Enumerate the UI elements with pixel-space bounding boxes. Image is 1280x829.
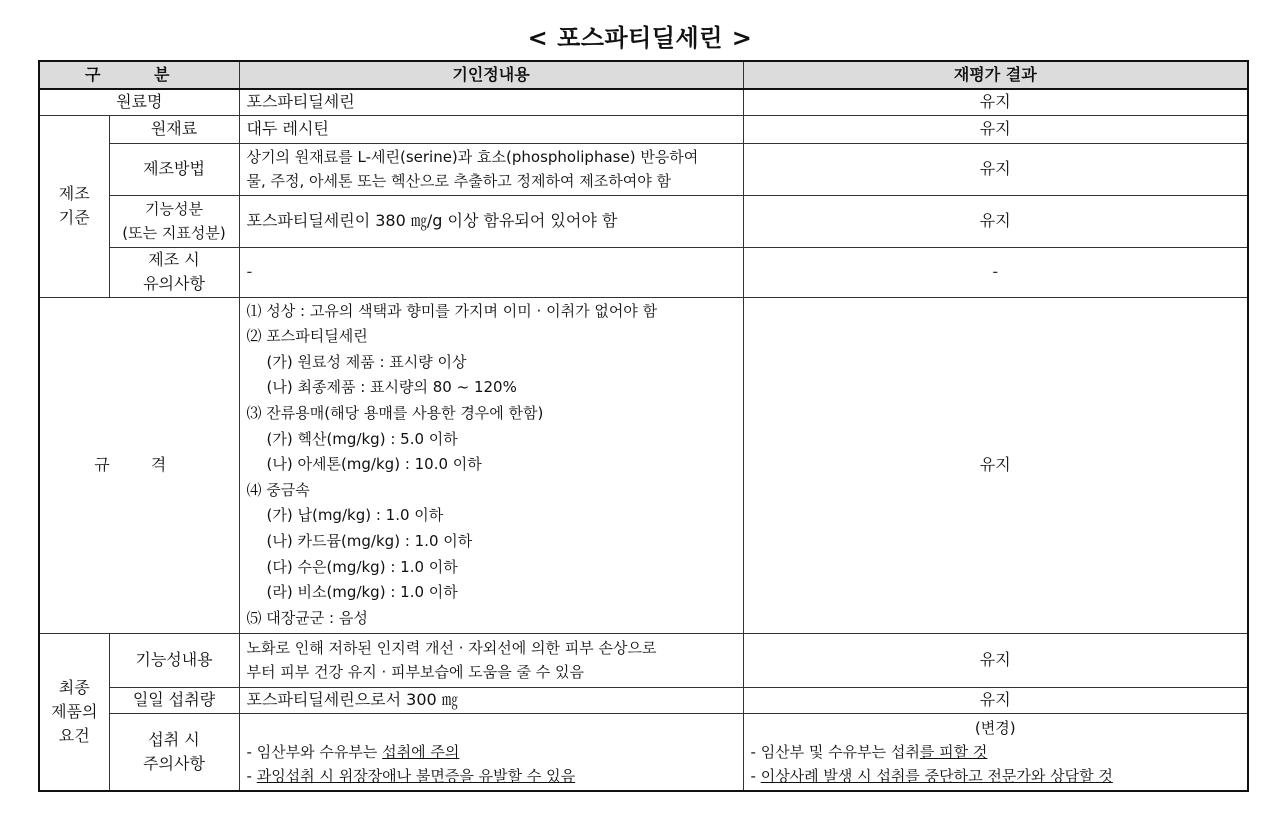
header-content: 기인정내용 (239, 61, 743, 89)
intake-caution-label-1: 섭취 시 (148, 729, 200, 749)
spec-result: 유지 (743, 297, 1248, 633)
table-row (39, 247, 1248, 297)
table-row (39, 143, 1248, 195)
table-row (39, 195, 1248, 247)
raw-name-content: 포스파티딜세린 (239, 89, 743, 115)
spec-line: ⑸ 대장균군 : 음성 (246, 608, 368, 627)
functional-label-2: (또는 지표성분) (122, 224, 226, 242)
method-content-line-1: 상기의 원재료를 L-세린(serine)과 효소(phospholiphase) 반응하여 (246, 148, 699, 166)
spec-line: (다) 수은(mg/kg) : 1.0 이하 (266, 557, 458, 576)
spec-line: ⑵ 포스파티딜세린 (246, 327, 368, 346)
intake-caution-content (239, 713, 743, 791)
daily-intake-content: 포스파티딜세린으로서 300 ㎎ (239, 687, 743, 713)
intake-caution-content-line-2: - 과잉섭취 시 위장장애나 불면증을 유발할 수 있음 (246, 767, 576, 785)
final-group-label-2: 제품의 (51, 701, 98, 721)
final-group-label-1: 최종 (58, 677, 90, 697)
final-group-label-3: 요건 (58, 725, 90, 745)
spec-line: (가) 원료성 제품 : 표시량 이상 (266, 352, 467, 371)
method-result: 유지 (743, 143, 1248, 195)
spec-line: (나) 카드뮴(mg/kg) : 1.0 이하 (266, 531, 473, 550)
daily-intake-label: 일일 섭취량 (109, 687, 239, 713)
manufacturing-group-label-2: 기준 (58, 208, 90, 227)
intake-caution-label (109, 713, 239, 791)
caution-content: - (239, 247, 743, 297)
spec-content (239, 297, 743, 633)
intake-caution-label-2: 주의사항 (143, 753, 205, 773)
raw-material-label: 원재료 (109, 115, 239, 143)
manufacturing-group-label (39, 115, 109, 297)
intake-caution-result-line-2: - 이상사례 발생 시 섭취를 중단하고 전문가와 상담할 것 (750, 767, 1113, 785)
table-header-row (39, 61, 1248, 89)
method-content-line-2: 물, 주정, 아세톤 또는 헥산으로 추출하고 정제하여 제조하여야 함 (246, 172, 671, 190)
functional-result: 유지 (743, 195, 1248, 247)
spec-line: (가) 납(mg/kg) : 1.0 이하 (266, 506, 444, 525)
method-label: 제조방법 (109, 143, 239, 195)
table-row (39, 115, 1248, 143)
function-result: 유지 (743, 633, 1248, 687)
method-content (239, 143, 743, 195)
raw-material-result: 유지 (743, 115, 1248, 143)
caution-label-1: 제조 시 (148, 250, 200, 269)
spec-label: 규 격 (39, 297, 239, 633)
table-row (39, 687, 1248, 713)
function-content-line-2: 부터 피부 건강 유지 · 피부보습에 도움을 줄 수 있음 (246, 663, 584, 681)
raw-name-result: 유지 (743, 89, 1248, 115)
raw-name-label: 원료명 (39, 89, 239, 115)
intake-caution-result-note: (변경) (974, 719, 1016, 737)
spec-line: (가) 헥산(mg/kg) : 5.0 이하 (266, 429, 458, 448)
reassessment-table (38, 60, 1249, 792)
spec-line: ⑷ 중금속 (246, 480, 310, 499)
function-content-line-1: 노화로 인해 저하된 인지력 개선 · 자외선에 의한 피부 손상으로 (246, 639, 657, 657)
spec-line: (라) 비소(mg/kg) : 1.0 이하 (266, 583, 458, 602)
spec-line: ⑶ 잔류용매(해당 용매를 사용한 경우에 한함) (246, 404, 544, 423)
functional-content: 포스파티딜세린이 380 ㎎/g 이상 함유되어 있어야 함 (239, 195, 743, 247)
spec-line: (나) 아세톤(mg/kg) : 10.0 이하 (266, 455, 482, 474)
spec-line: ⑴ 성상 : 고유의 색택과 향미를 가지며 이미 · 이취가 없어야 함 (246, 301, 658, 320)
functional-label-1: 기능성분 (145, 200, 203, 218)
table-row (39, 297, 1248, 633)
manufacturing-group-label-1: 제조 (58, 184, 90, 203)
function-label: 기능성내용 (109, 633, 239, 687)
intake-caution-content-line-1: - 임산부와 수유부는 섭취에 주의 (246, 743, 460, 761)
intake-caution-result-line-1: - 임산부 및 수유부는 섭취를 피할 것 (750, 743, 988, 761)
spec-line: (나) 최종제품 : 표시량의 80 ~ 120% (266, 378, 517, 397)
function-content (239, 633, 743, 687)
intake-caution-result (743, 713, 1248, 791)
caution-result: - (743, 247, 1248, 297)
table-row (39, 713, 1248, 791)
daily-intake-result: 유지 (743, 687, 1248, 713)
header-result: 재평가 결과 (743, 61, 1248, 89)
caution-label (109, 247, 239, 297)
final-group-label (39, 633, 109, 791)
raw-material-content: 대두 레시틴 (239, 115, 743, 143)
functional-label (109, 195, 239, 247)
header-category: 구 분 (39, 61, 239, 89)
page-title: < 포스파티딜세린 > (527, 24, 753, 52)
table-row (39, 633, 1248, 687)
table-row (39, 89, 1248, 115)
caution-label-2: 유의사항 (143, 274, 205, 293)
